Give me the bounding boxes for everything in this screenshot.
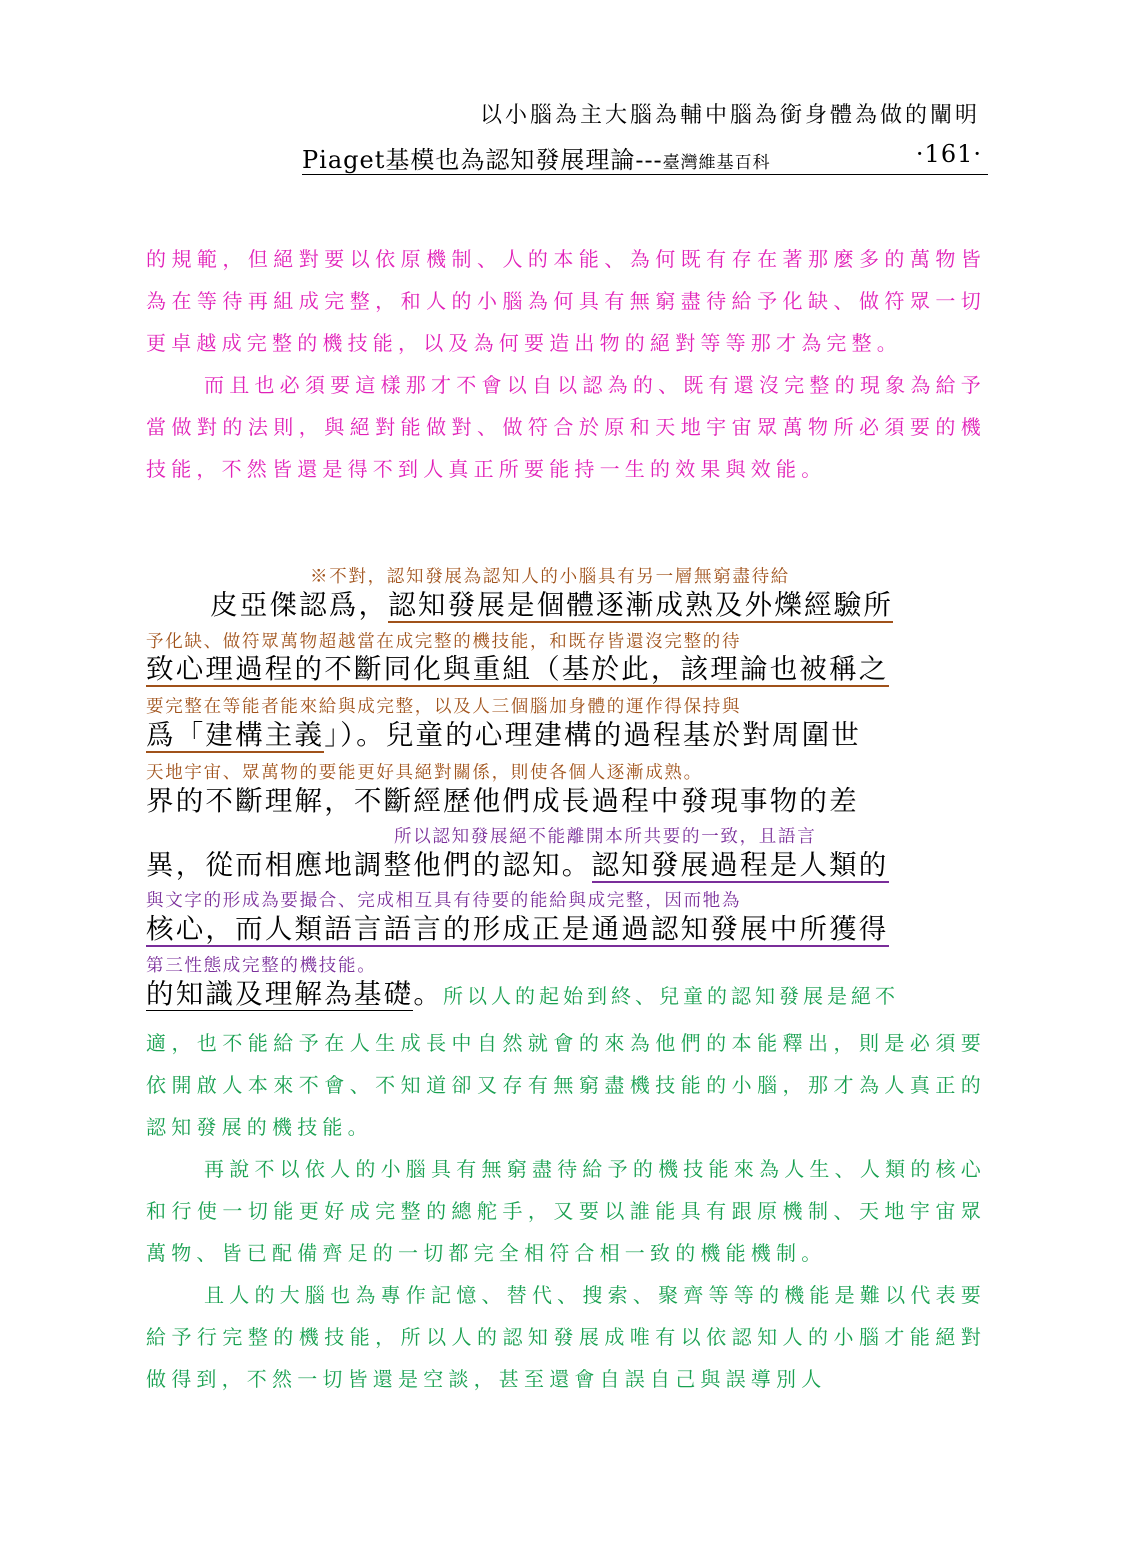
quote-line <box>146 588 986 622</box>
quote-text: 異，從而相應地調整他們的認知。 <box>146 849 592 881</box>
quote-line <box>146 718 986 752</box>
header-source-text: 臺灣維基百科 <box>662 153 771 173</box>
quote-line <box>146 848 986 882</box>
annotation-text: 第三性態成完整的機技能。 <box>146 956 377 976</box>
paragraph: 且人的大腦也為專作記憶、替代、搜索、聚齊等等的機能是難以代表要給予行完整的機技能，所以人的認知發展成唯有以依認知人的小腦才能絕對做得到，不然一切皆還是空談，甚至還會自誤自己與誤導別人 <box>146 1283 986 1391</box>
annotation-line <box>146 631 986 653</box>
underlined-quote-text: 認知發展是個體逐漸成熟及外爍經驗所 <box>388 589 894 621</box>
underlined-quote-text: 爲「建構主義 <box>146 719 325 751</box>
underlined-quote-text: 致心理過程的不斷同化與重組（基於此，該理論也被稱之 <box>146 653 889 685</box>
paragraph: 適，也不能給予在人生成長中自然就會的來為他們的本能釋出，則是必須要依開啟人本來不會、不知道卻又存有無窮盡機技能的小腦，那才為人真正的認知發展的機技能。 <box>146 1031 986 1139</box>
paragraph: 的規範，但絕對要以依原機制、人的本能、為何既有存在著那麼多的萬物皆為在等待再組成完整，和人的小腦為何具有無窮盡待給予化缺、做符眾一切更卓越成完整的機技能，以及為何要造出物的絕對等等那才為完整。 <box>146 247 986 355</box>
paragraph: 而且也必須要這樣那才不會以自以認為的、既有還沒完整的現象為給予當做對的法則，與絕對能做對、做符合於原和天地宇宙眾萬物所必須要的機技能，不然皆還是得不到人真正所要能持一生的效果與效能。 <box>146 373 986 481</box>
header-main-text: Piaget基模也為認知發展理論--- <box>302 146 663 174</box>
green-inline-text: 所以人的起始到終、兒童的認知發展是絕不 <box>443 984 900 1008</box>
annotation-line <box>146 696 986 718</box>
annotation-text: ※不對，認知發展為認知人的小腦具有另一層無窮盡待給 <box>310 567 790 587</box>
running-header-title: 以小腦為主大腦為輔中腦為銜身體為做的闡明 <box>479 103 980 128</box>
annotation-line <box>146 566 986 588</box>
running-header-subtitle <box>302 140 988 175</box>
quote-line <box>146 977 986 1013</box>
annotation-text: 要完整在等能者能來給與成完整，以及人三個腦加身體的運作得保持與 <box>146 697 742 717</box>
magenta-section <box>146 238 986 490</box>
quote-text: 」）。兒童的心理建構的過程基於對周圍世 <box>324 719 862 751</box>
annotation-text: 予化缺、做符眾萬物超越當在成完整的機技能，和既存皆還沒完整的待 <box>146 632 742 652</box>
annotation-line <box>146 762 986 784</box>
quote-text: 界的不斷理解，不斷經歷他們成長過程中發現事物的差 <box>146 785 859 817</box>
underlined-quote-text: 的知識及理解為基礎 <box>146 978 414 1010</box>
quote-text: 。 <box>413 978 444 1010</box>
green-section <box>146 1022 986 1400</box>
quote-line <box>146 784 986 818</box>
annotation-line <box>146 890 986 912</box>
annotation-line <box>146 826 986 848</box>
page-number: ·161· <box>915 140 982 168</box>
underlined-quote-text: 認知發展過程是人類的 <box>591 849 889 881</box>
quote-text: 皮亞傑認爲， <box>210 589 389 621</box>
underlined-quote-text: 核心，而人類語言語言的形成正是通過認知發展中所獲得 <box>146 913 889 945</box>
annotation-text: 所以認知發展絕不能離開本所共要的一致，且語言 <box>394 827 817 847</box>
quote-line <box>146 912 986 946</box>
paragraph: 再說不以依人的小腦具有無窮盡待給予的機技能來為人生、人類的核心和行使一切能更好成完整的總舵手，又要以誰能具有跟原機制、天地宇宙眾萬物、皆已配備齊足的一切都完全相符合相一致的機能機制。 <box>146 1157 986 1265</box>
annotation-line <box>146 955 986 977</box>
annotation-text: 與文字的形成為要撮合、完成相互具有待要的能給與成完整，因而牠為 <box>146 891 742 911</box>
quote-line <box>146 652 986 686</box>
annotation-text: 天地宇宙、眾萬物的要能更好具絕對關係，則使各個人逐漸成熟。 <box>146 763 703 783</box>
